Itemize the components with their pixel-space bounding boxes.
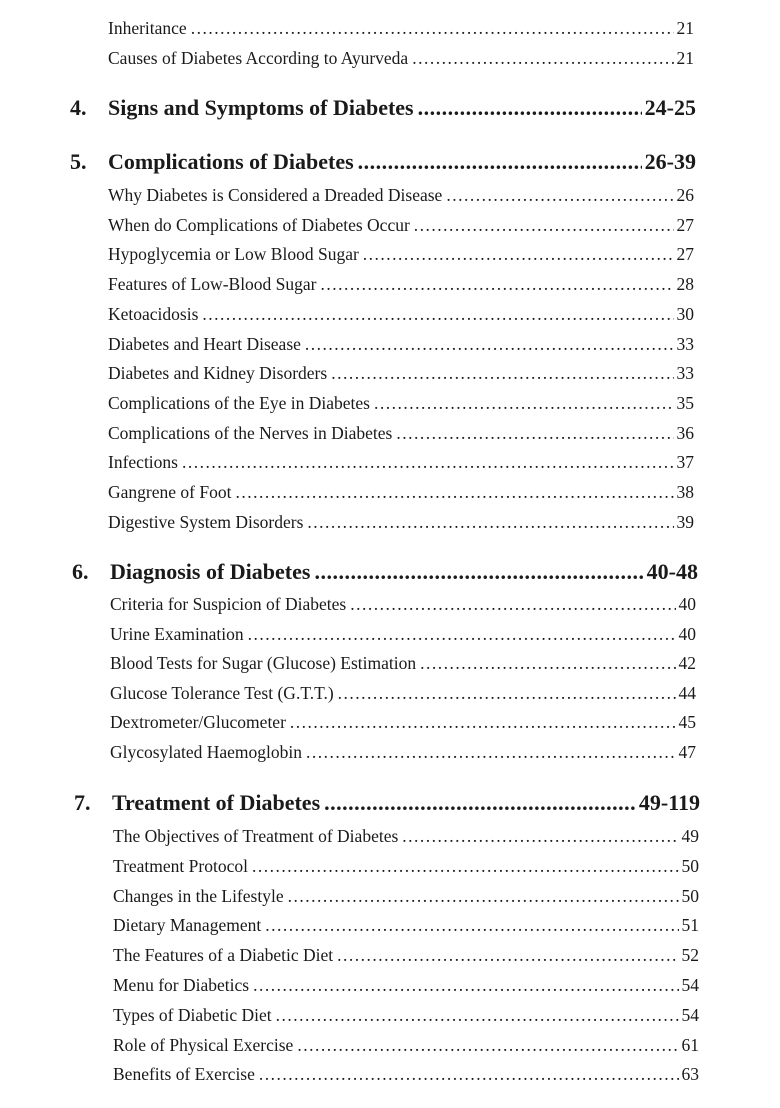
dot-leader: [307, 511, 673, 533]
entry-title: Complications of Diabetes: [108, 149, 354, 174]
page-number: 37: [676, 452, 694, 472]
dot-leader: [276, 1004, 679, 1026]
entry-title: Features of Low-Blood Sugar: [108, 274, 317, 294]
toc-entry: [108, 243, 694, 265]
entry-title: The Features of a Diabetic Diet: [113, 945, 334, 965]
toc-entry: [113, 914, 699, 936]
page-number: 54: [681, 975, 699, 995]
dot-leader: [446, 184, 673, 206]
dot-leader: [412, 47, 673, 69]
toc-entry: [113, 825, 699, 847]
entry-title: Ketoacidosis: [108, 304, 199, 324]
dot-leader: [420, 652, 675, 674]
toc-entry: [110, 593, 696, 615]
entry-title: Role of Physical Exercise: [113, 1035, 294, 1055]
dot-leader: [321, 273, 674, 295]
dot-leader: [418, 95, 642, 121]
page-number: 49: [681, 826, 699, 846]
dot-leader: [306, 741, 676, 763]
page-number: 39: [676, 512, 694, 532]
dot-leader: [314, 559, 643, 585]
dot-leader: [331, 362, 673, 384]
page-number: 51: [681, 915, 699, 935]
page-number: 21: [676, 48, 694, 68]
page-number: 28: [676, 274, 694, 294]
entry-title: Gangrene of Foot: [108, 482, 232, 502]
entry-title: Diabetes and Heart Disease: [108, 334, 301, 354]
toc-entry: [108, 273, 694, 295]
page-number: 50: [681, 856, 699, 876]
dot-leader: [324, 790, 636, 816]
dot-leader: [248, 623, 676, 645]
entry-title: Causes of Diabetes According to Ayurveda: [108, 48, 409, 68]
entry-title: Digestive System Disorders: [108, 512, 304, 532]
dot-leader: [363, 243, 674, 265]
chapter-heading: [70, 149, 696, 175]
entry-title: Why Diabetes is Considered a Dreaded Disease: [108, 185, 443, 205]
dot-leader: [414, 214, 674, 236]
toc-entry: [110, 652, 696, 674]
page-number: 40: [678, 624, 696, 644]
toc-entry: [108, 214, 694, 236]
dot-leader: [290, 711, 676, 733]
entry-title: Urine Examination: [110, 624, 244, 644]
dot-leader: [253, 974, 678, 996]
dot-leader: [374, 392, 674, 414]
entry-title: Infections: [108, 452, 178, 472]
toc-entry: [113, 855, 699, 877]
entry-title: Blood Tests for Sugar (Glucose) Estimation: [110, 653, 417, 673]
toc-entry: [110, 711, 696, 733]
entry-title: Dietary Management: [113, 915, 262, 935]
toc-entry: [108, 333, 694, 355]
entry-title: Signs and Symptoms of Diabetes: [108, 95, 414, 120]
page-number: 24-25: [644, 95, 696, 120]
entry-title: Complications of the Nerves in Diabetes: [108, 423, 393, 443]
chapter-number: 4.: [70, 95, 87, 120]
chapter-number: 5.: [70, 149, 87, 174]
entry-title: Diagnosis of Diabetes: [110, 559, 311, 584]
dot-leader: [297, 1034, 678, 1056]
page-number: 33: [676, 363, 694, 383]
entry-title: Types of Diabetic Diet: [113, 1005, 272, 1025]
toc-entry: [110, 623, 696, 645]
dot-leader: [191, 17, 674, 39]
toc-entry: [108, 511, 694, 533]
toc-entry: [108, 422, 694, 444]
chapter-number: 6.: [72, 559, 89, 584]
entry-title: Menu for Diabetics: [113, 975, 250, 995]
dot-leader: [402, 825, 678, 847]
toc-entry: [108, 362, 694, 384]
page-number: 27: [676, 215, 694, 235]
page-number: 54: [681, 1005, 699, 1025]
page-number: 27: [676, 244, 694, 264]
toc-entry: [113, 944, 699, 966]
page-number: 26-39: [644, 149, 696, 174]
toc-entry: [110, 682, 696, 704]
page-number: 26: [676, 185, 694, 205]
dot-leader: [396, 422, 673, 444]
entry-title: Diabetes and Kidney Disorders: [108, 363, 328, 383]
page-number: 63: [681, 1064, 699, 1084]
dot-leader: [338, 682, 676, 704]
toc-entry: [108, 47, 694, 69]
dot-leader: [182, 451, 674, 473]
page-number: 21: [676, 18, 694, 38]
page-number: 33: [676, 334, 694, 354]
page-number: 49-119: [638, 790, 700, 815]
toc-entry: [113, 1063, 699, 1085]
toc-entry: [113, 1034, 699, 1056]
dot-leader: [305, 333, 674, 355]
toc-entry: [108, 392, 694, 414]
dot-leader: [235, 481, 673, 503]
page-number: 40: [678, 594, 696, 614]
entry-title: Inheritance: [108, 18, 187, 38]
page-number: 44: [678, 683, 696, 703]
toc-entry: [108, 17, 694, 39]
page-number: 35: [676, 393, 694, 413]
toc-entry: [113, 974, 699, 996]
page-number: 50: [681, 886, 699, 906]
entry-title: Dextrometer/Glucometer: [110, 712, 286, 732]
page-number: 40-48: [646, 559, 698, 584]
entry-title: Hypoglycemia or Low Blood Sugar: [108, 244, 359, 264]
page-number: 38: [676, 482, 694, 502]
chapter-heading: [74, 790, 700, 816]
entry-title: The Objectives of Treatment of Diabetes: [113, 826, 399, 846]
page-number: 36: [676, 423, 694, 443]
entry-title: Benefits of Exercise: [113, 1064, 255, 1084]
dot-leader: [358, 149, 642, 175]
page-number: 47: [678, 742, 696, 762]
page-number: 42: [678, 653, 696, 673]
dot-leader: [337, 944, 678, 966]
toc-entry: [108, 451, 694, 473]
entry-title: Treatment Protocol: [113, 856, 248, 876]
entry-title: Changes in the Lifestyle: [113, 886, 284, 906]
entry-title: When do Complications of Diabetes Occur: [108, 215, 410, 235]
entry-title: Glycosylated Haemoglobin: [110, 742, 302, 762]
toc-entry: [108, 303, 694, 325]
entry-title: Treatment of Diabetes: [112, 790, 321, 815]
dot-leader: [350, 593, 675, 615]
dot-leader: [259, 1063, 679, 1085]
entry-title: Glucose Tolerance Test (G.T.T.): [110, 683, 334, 703]
page-number: 61: [681, 1035, 699, 1055]
toc-entry: [108, 481, 694, 503]
toc-entry: [113, 885, 699, 907]
toc-entry: [110, 741, 696, 763]
dot-leader: [265, 914, 678, 936]
page-number: 45: [678, 712, 696, 732]
page-number: 52: [681, 945, 699, 965]
dot-leader: [252, 855, 679, 877]
dot-leader: [288, 885, 679, 907]
chapter-number: 7.: [74, 790, 91, 815]
toc-entry: [113, 1004, 699, 1026]
page-number: 30: [676, 304, 694, 324]
toc-entry: [108, 184, 694, 206]
chapter-heading: [70, 95, 696, 121]
entry-title: Criteria for Suspicion of Diabetes: [110, 594, 347, 614]
dot-leader: [202, 303, 673, 325]
chapter-heading: [72, 559, 698, 585]
entry-title: Complications of the Eye in Diabetes: [108, 393, 370, 413]
